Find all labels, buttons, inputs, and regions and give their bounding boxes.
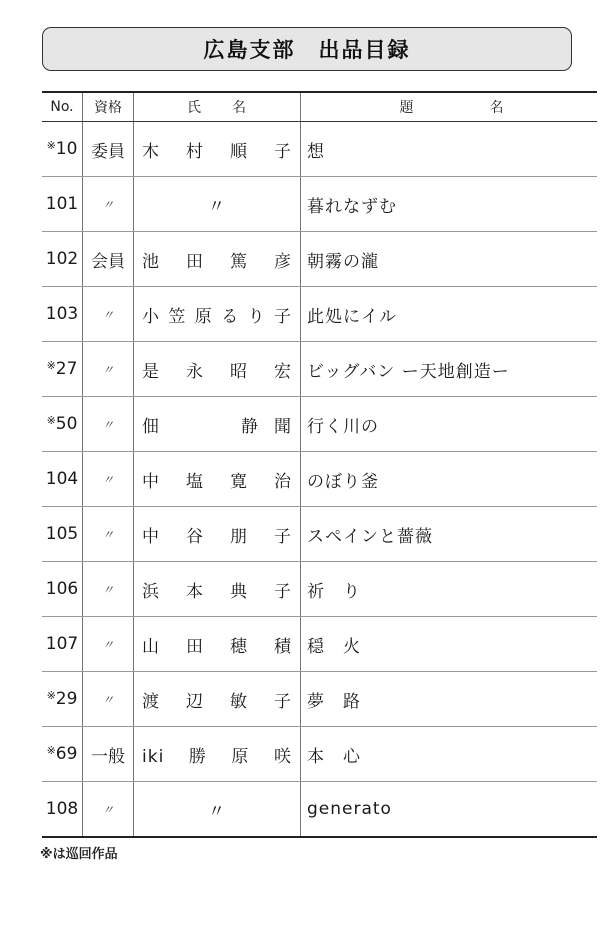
qualification [83, 672, 134, 727]
qualification-value: 委員 [91, 141, 125, 162]
entry-number [42, 782, 83, 838]
table-row [42, 232, 597, 287]
work-title: 夢 路 [301, 672, 598, 727]
entry-number [42, 397, 83, 452]
header-qualification: 資格 [83, 92, 134, 122]
page-title-box [42, 27, 572, 71]
entry-number [42, 342, 83, 397]
qualification [83, 287, 134, 342]
artist-name: 池田篤彦 [134, 232, 301, 287]
table-row [42, 617, 597, 672]
work-title: 想 [301, 122, 598, 177]
table-row [42, 287, 597, 342]
artist-name: 佃 静聞 [134, 397, 301, 452]
table-row [42, 177, 597, 232]
qualification-value: 〃 [101, 418, 114, 432]
entry-number [42, 562, 83, 617]
qualification-value: 〃 [101, 693, 114, 707]
table-row [42, 452, 597, 507]
catalog-table [42, 91, 597, 838]
table-row [42, 672, 597, 727]
entry-number-value: 103 [45, 304, 79, 324]
entry-number [42, 507, 83, 562]
qualification-value: 〃 [101, 473, 114, 487]
work-title: スペインと薔薇 [301, 507, 598, 562]
qualification [83, 232, 134, 287]
entry-number-value: 106 [45, 579, 79, 599]
table-row [42, 727, 597, 782]
catalog-body [42, 122, 597, 838]
entry-number-value: 101 [45, 194, 79, 214]
entry-number-value: 27 [55, 359, 78, 379]
qualification [83, 342, 134, 397]
artist-name: 渡辺敏子 [134, 672, 301, 727]
header-title: 題 名 [301, 92, 598, 122]
table-row [42, 342, 597, 397]
work-title: ビッグバン ー天地創造ー [301, 342, 598, 397]
entry-number-value: 108 [45, 799, 79, 819]
work-title: 穏 火 [301, 617, 598, 672]
qualification-value: 〃 [101, 583, 114, 597]
artist-name: 〃 [134, 782, 301, 838]
table-row [42, 782, 597, 838]
qualification-value: 〃 [101, 638, 114, 652]
header-no: No. [42, 92, 83, 122]
qualification [83, 397, 134, 452]
entry-number [42, 452, 83, 507]
qualification [83, 177, 134, 232]
table-row [42, 562, 597, 617]
qualification-value: 〃 [101, 198, 114, 212]
footnote: ※は巡回作品 [40, 847, 118, 862]
artist-name: 中谷朋子 [134, 507, 301, 562]
artist-name: 小笠原るり子 [134, 287, 301, 342]
artist-name: 是永昭宏 [134, 342, 301, 397]
qualification-value: 〃 [101, 363, 114, 377]
touring-mark: ※ [46, 744, 56, 757]
table-row [42, 507, 597, 562]
entry-number-value: 104 [45, 469, 79, 489]
header-row [42, 92, 597, 122]
qualification-value: 〃 [101, 528, 114, 542]
work-title: generato [301, 782, 598, 838]
qualification-value: 会員 [91, 251, 125, 272]
qualification [83, 562, 134, 617]
header-name: 氏 名 [134, 92, 301, 122]
entry-number [42, 672, 83, 727]
entry-number-value: 69 [55, 744, 78, 764]
work-title: 暮れなずむ [301, 177, 598, 232]
qualification [83, 507, 134, 562]
table-row [42, 122, 597, 177]
entry-number-value: 50 [55, 414, 78, 434]
artist-name: 中塩寛治 [134, 452, 301, 507]
work-title: 祈 り [301, 562, 598, 617]
entry-number-value: 107 [45, 634, 79, 654]
entry-number [42, 617, 83, 672]
artist-name: 山田穂積 [134, 617, 301, 672]
work-title: 本 心 [301, 727, 598, 782]
qualification-value: 〃 [101, 803, 114, 817]
artist-name: 浜本典子 [134, 562, 301, 617]
touring-mark: ※ [46, 359, 56, 372]
page-title: 広島支部 出品目録 [203, 37, 411, 62]
touring-mark: ※ [46, 139, 56, 152]
qualification [83, 617, 134, 672]
qualification [83, 782, 134, 838]
qualification [83, 452, 134, 507]
catalog-header [42, 92, 597, 122]
entry-number [42, 232, 83, 287]
touring-mark: ※ [46, 689, 56, 702]
work-title: 朝霧の瀧 [301, 232, 598, 287]
work-title: 此処にイル [301, 287, 598, 342]
entry-number [42, 177, 83, 232]
entry-number-value: 29 [55, 689, 78, 709]
entry-number-value: 105 [45, 524, 79, 544]
qualification-value: 〃 [101, 308, 114, 322]
qualification [83, 727, 134, 782]
touring-mark: ※ [46, 414, 56, 427]
artist-name: 木村順子 [134, 122, 301, 177]
entry-number-value: 102 [45, 249, 79, 269]
entry-number [42, 122, 83, 177]
artist-name: iki勝原咲 [134, 727, 301, 782]
table-row [42, 397, 597, 452]
qualification [83, 122, 134, 177]
qualification-value: 一般 [91, 746, 125, 767]
work-title: 行く川の [301, 397, 598, 452]
artist-name: 〃 [134, 177, 301, 232]
entry-number [42, 287, 83, 342]
entry-number-value: 10 [55, 139, 78, 159]
entry-number [42, 727, 83, 782]
work-title: のぼり釜 [301, 452, 598, 507]
